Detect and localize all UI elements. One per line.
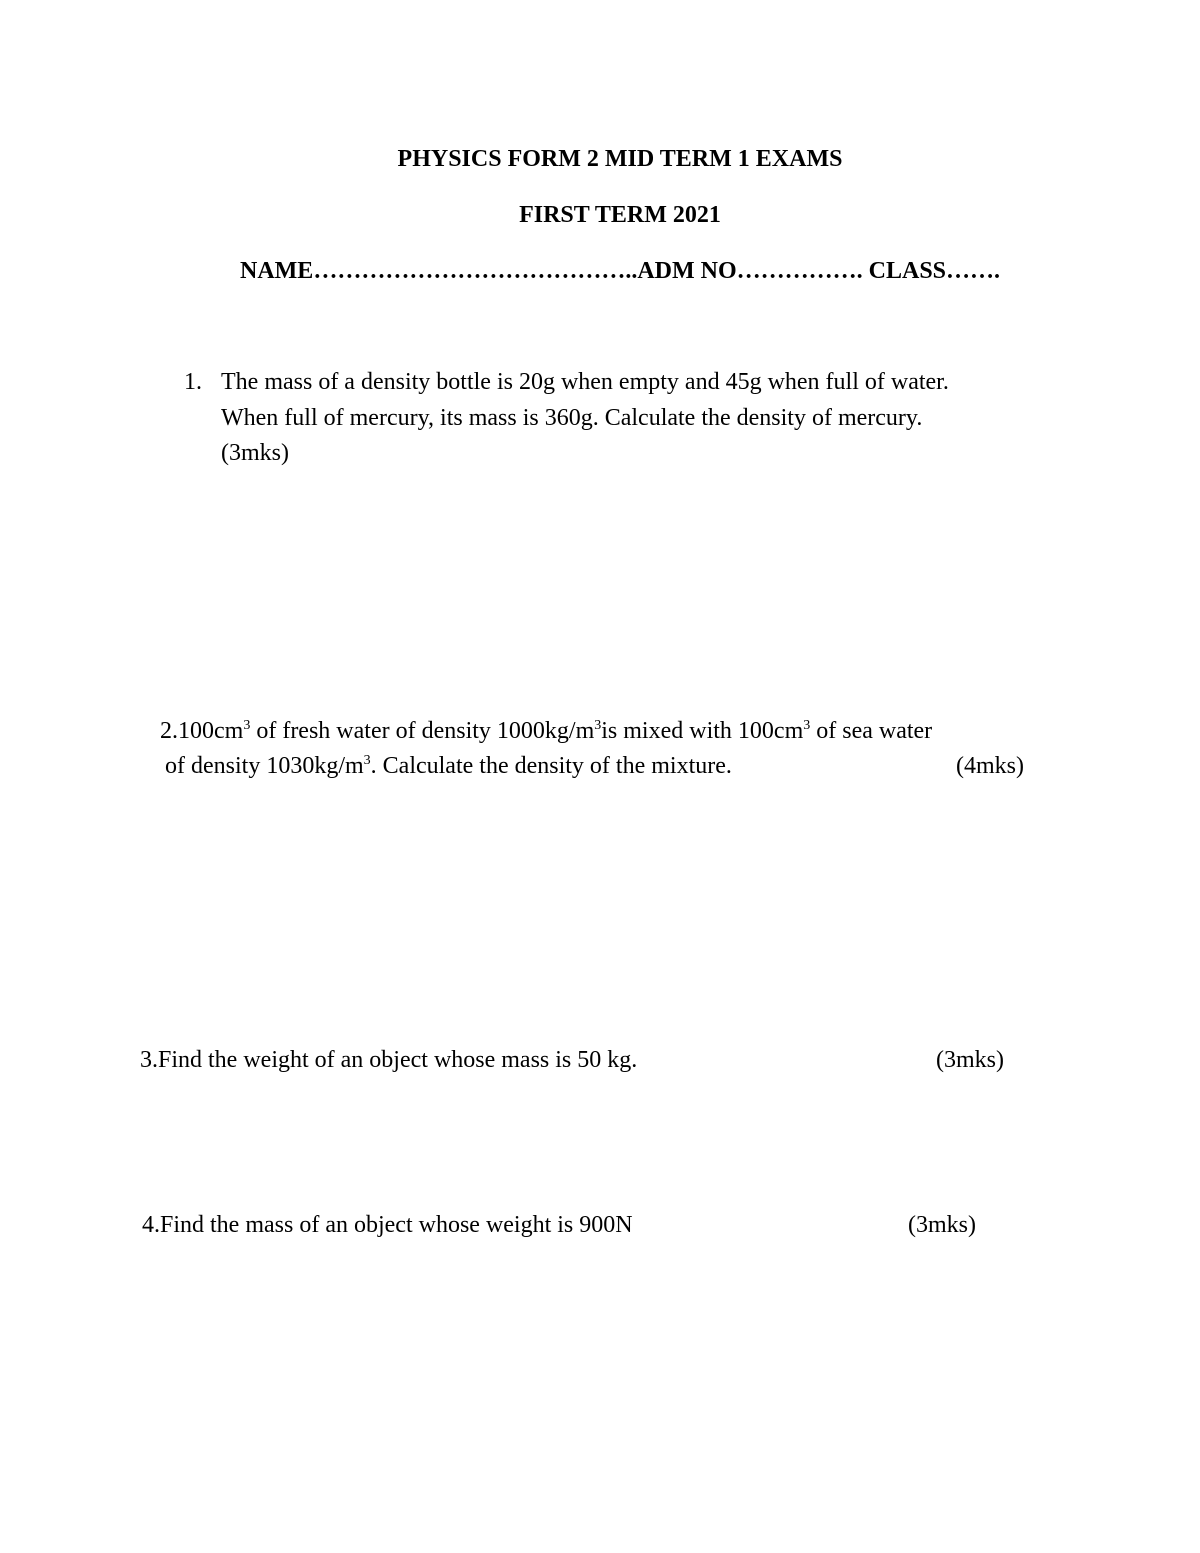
- question-text: Find the weight of an object whose mass is 50 kg.: [158, 1047, 638, 1073]
- question-text-line: When full of mercury, its mass is 360g. Calculate the density of mercury.: [221, 405, 923, 431]
- superscript: 3: [363, 753, 371, 768]
- name-blank: …………………………………..: [313, 258, 638, 284]
- question-marks: (4mks): [956, 753, 1024, 779]
- question-marks: (3mks): [221, 440, 289, 466]
- question-text-line: [165, 751, 732, 781]
- superscript: 3: [594, 718, 602, 733]
- question-text-line: [142, 1210, 633, 1240]
- text-segment: . Calculate the density of the mixture.: [370, 753, 732, 779]
- question-text-line: [140, 1045, 637, 1075]
- superscript: 3: [803, 718, 811, 733]
- exam-title: PHYSICS FORM 2 MID TERM 1 EXAMS: [397, 146, 843, 172]
- text-segment: is mixed with 100cm: [601, 718, 804, 744]
- name-label: NAME: [239, 258, 314, 284]
- question-marks: (3mks): [908, 1212, 976, 1238]
- text-segment: of density 1030kg/m: [165, 753, 364, 779]
- question-number: 4.: [142, 1212, 160, 1238]
- question-text-line: [160, 716, 932, 746]
- student-details-line: [0, 256, 1200, 286]
- class-label: CLASS: [862, 258, 947, 284]
- question-text: Find the mass of an object whose weight is 900N: [160, 1212, 633, 1238]
- adm-no-blank: …………….: [736, 258, 863, 284]
- class-blank: …….: [946, 258, 1001, 284]
- question-text-line: The mass of a density bottle is 20g when empty and 45g when full of water.: [221, 369, 949, 395]
- text-segment: of fresh water of density 1000kg/m: [250, 718, 595, 744]
- superscript: 3: [243, 718, 251, 733]
- question-number: 2.: [160, 718, 178, 744]
- question-number: 1.: [184, 369, 202, 395]
- question-number: 3.: [140, 1047, 158, 1073]
- text-segment: 100cm: [178, 718, 244, 744]
- text-segment: of sea water: [810, 718, 933, 744]
- question-marks: (3mks): [936, 1047, 1004, 1073]
- exam-term: FIRST TERM 2021: [519, 202, 721, 228]
- adm-no-label: ADM NO: [637, 258, 737, 284]
